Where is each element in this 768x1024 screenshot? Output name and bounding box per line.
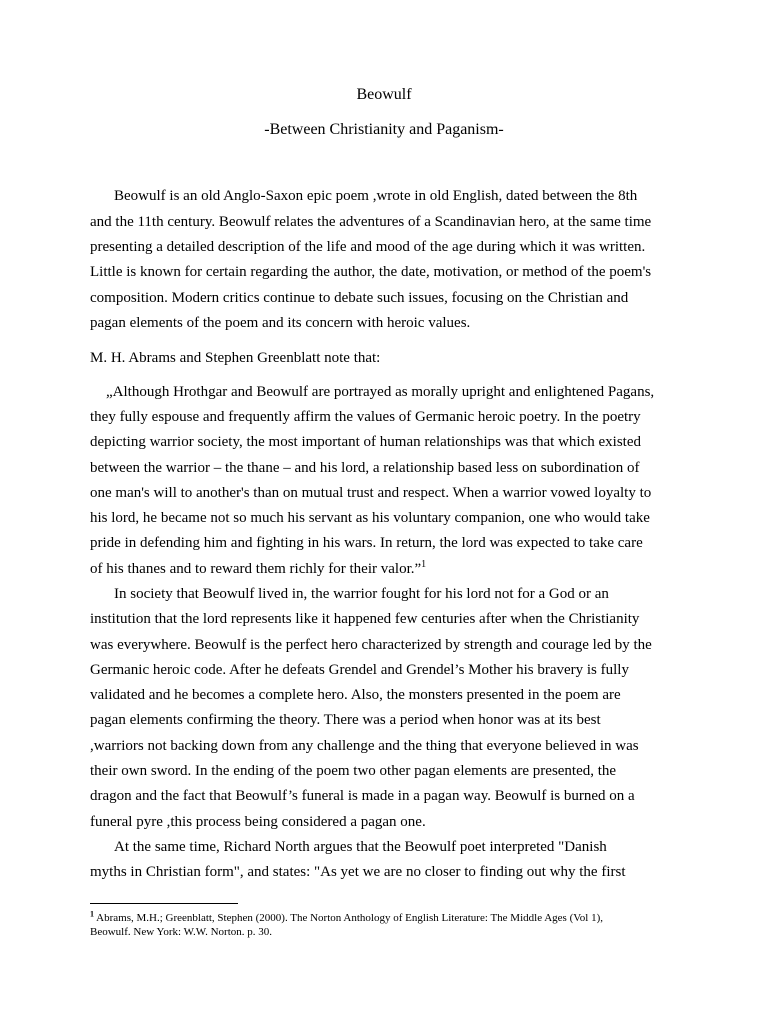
- body-line: funeral pyre ,this process being considered a pagan one.: [90, 814, 426, 830]
- document-title: Beowulf: [356, 86, 412, 103]
- quote-line: between the warrior – the thane – and his lord, a relationship based less on subordination of: [90, 460, 640, 476]
- footnote-line: Beowulf. New York: W.W. Norton. p. 30.: [90, 926, 273, 938]
- quote-line: „Although Hrothgar and Beowulf are portrayed as morally upright and enlightened Pagans,: [106, 384, 655, 400]
- document-subtitle: -Between Christianity and Paganism-: [264, 121, 504, 138]
- quote-line: they fully espouse and frequently affirm the values of Germanic heroic poetry. In the poetry: [90, 409, 641, 425]
- footnote-line: [90, 911, 603, 925]
- body-line: M. H. Abrams and Stephen Greenblatt note that:: [90, 350, 381, 366]
- body-line: presenting a detailed description of the life and mood of the age during which it was written.: [90, 239, 646, 255]
- footnote-reference[interactable]: 1: [421, 559, 427, 570]
- body-line: pagan elements confirming the theory. There was a period when honor was at its best: [90, 712, 601, 728]
- quote-line-last: [90, 559, 426, 579]
- body-line: Little is known for certain regarding the author, the date, motivation, or method of the poem's: [90, 264, 652, 280]
- body-line: Germanic heroic code. After he defeats Grendel and Grendel’s Mother his bravery is fully: [90, 662, 629, 678]
- quote-line: his lord, he became not so much his servant as his voluntary companion, one who would take: [90, 510, 650, 526]
- body-line: In society that Beowulf lived in, the warrior fought for his lord not for a God or an: [114, 586, 609, 602]
- body-line: their own sword. In the ending of the poem two other pagan elements are presented, the: [90, 763, 617, 779]
- quote-line: one man's will to another's than on mutual trust and respect. When a warrior vowed loyalty to: [90, 485, 652, 501]
- footnote-number: 1: [90, 909, 94, 919]
- body-line: Beowulf is an old Anglo-Saxon epic poem ,wrote in old English, dated between the 8th: [114, 188, 638, 204]
- footnote-divider: [90, 903, 238, 904]
- body-line: myths in Christian form", and states: "As yet we are no closer to finding out why the first: [90, 864, 626, 880]
- body-line: pagan elements of the poem and its concern with heroic values.: [90, 315, 471, 331]
- quote-line: depicting warrior society, the most important of human relationships was that which existed: [90, 434, 641, 450]
- body-line: composition. Modern critics continue to debate such issues, focusing on the Christian and: [90, 290, 629, 306]
- footnote-text: Abrams, M.H.; Greenblatt, Stephen (2000). The Norton Anthology of English Literature: The Middle Ages (Vol 1),: [96, 912, 603, 924]
- body-line: ,warriors not backing down from any challenge and the thing that everyone believed in was: [90, 738, 639, 754]
- body-line: At the same time, Richard North argues that the Beowulf poet interpreted "Danish: [114, 839, 607, 855]
- body-line: and the 11th century. Beowulf relates the adventures of a Scandinavian hero, at the same time: [90, 214, 652, 230]
- quote-line: pride in defending him and fighting in his wars. In return, the lord was expected to take care: [90, 535, 643, 551]
- body-line: validated and he becomes a complete hero. Also, the monsters presented in the poem are: [90, 687, 621, 703]
- quote-text: of his thanes and to reward them richly for their valor.”: [90, 561, 422, 577]
- body-line: institution that the lord represents like it happened few centuries after when the Christianity: [90, 611, 640, 627]
- body-line: was everywhere. Beowulf is the perfect hero characterized by strength and courage led by the: [90, 637, 652, 653]
- body-line: dragon and the fact that Beowulf’s funeral is made in a pagan way. Beowulf is burned on a: [90, 788, 635, 804]
